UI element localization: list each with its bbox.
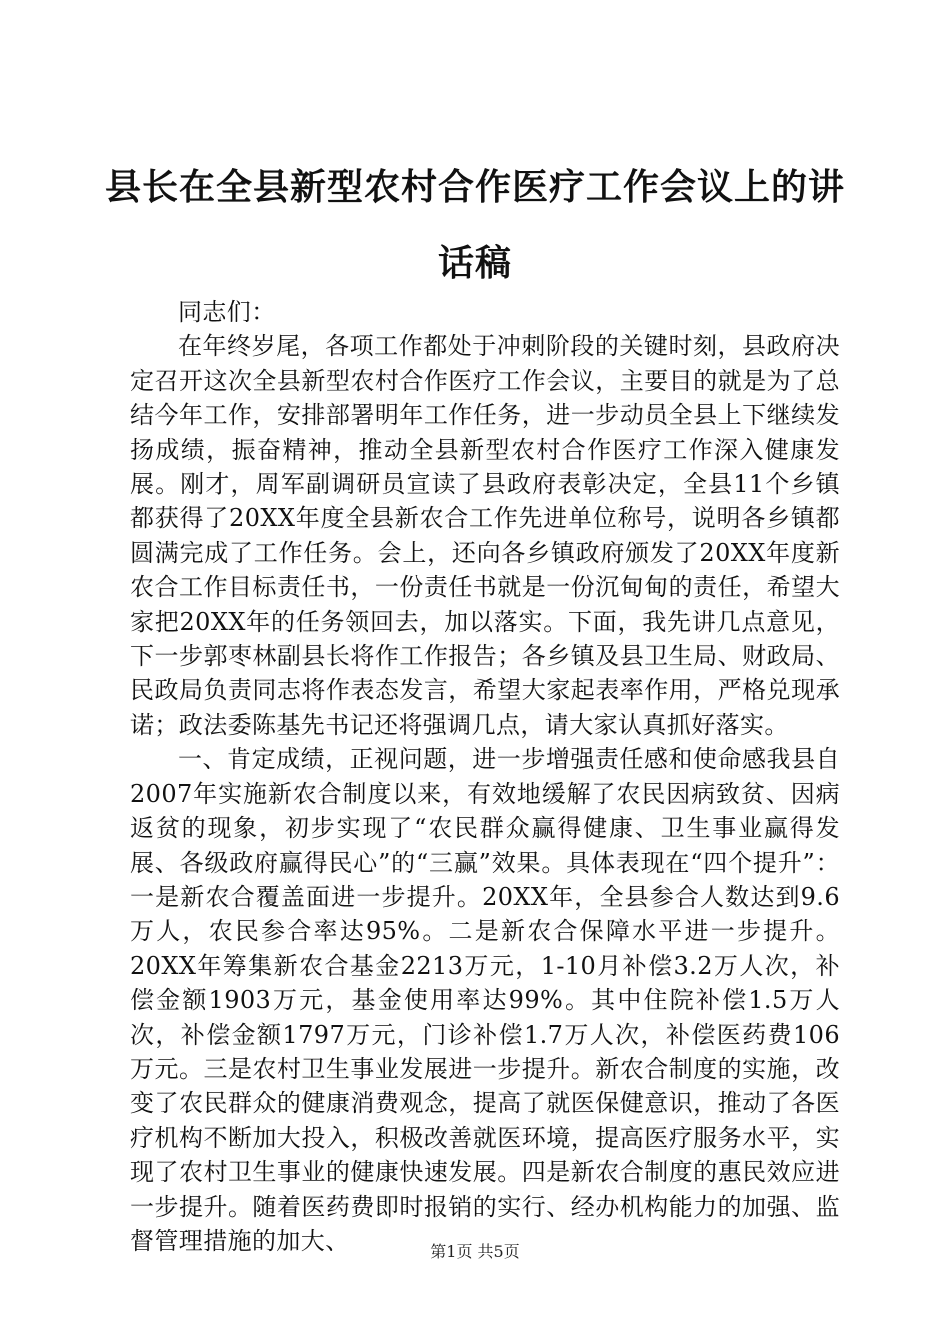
body-paragraph: 在年终岁尾，各项工作都处于冲刺阶段的关键时刻，县政府决定召开这次全县新型农村合作医疗工作会议，主要目的就是为了总结今年工作，安排部署明年工作任务，进一步动员全县上下继续发扬成绩，振奋精神，推动全县新型农村合作医疗工作深入健康发展。刚才，周军副调研员宣读了县政府表彰决定，全县11个乡镇都获得了20XX年度全县新农合工作先进单位称号，说明各乡镇都圆满完成了工作任务。会上，还向各乡镇政府颁发了20XX年度新农合工作目标责任书，一份责任书就是一份沉甸甸的责任，希望大家把20XX年的任务领回去，加以落实。下面，我先讲几点意见，下一步郭枣林副县长将作工作报告；各乡镇及县卫生局、财政局、民政局负责同志将作表态发言，希望大家起表率作用，严格兑现承诺；政法委陈基先书记还将强调几点，请大家认真抓好落实。 <box>130 332 840 739</box>
salutation-paragraph: 同志们： <box>178 298 276 326</box>
document-body <box>130 295 840 1258</box>
body-paragraph: 一、肯定成绩，正视问题，进一步增强责任感和使命感我县自2007年实施新农合制度以来，有效地缓解了农民因病致贫、因病返贫的现象，初步实现了“农民群众赢得健康、卫生事业赢得发展、各级政府赢得民心”的“三赢”效果。具体表现在“四个提升”：一是新农合覆盖面进一步提升。20XX年，全县参合人数达到9.6万人，农民参合率达95%。二是新农合保障水平进一步提升。20XX年筹集新农合基金2213万元，1-10月补偿3.2万人次，补偿金额1903万元，基金使用率达99%。其中住院补偿1.5万人次，补偿金额1797万元，门诊补偿1.7万人次，补偿医药费106万元。三是农村卫生事业发展进一步提升。新农合制度的实施，改变了农民群众的健康消费观念，提高了就医保健意识，推动了各医疗机构不断加大投入，积极改善就医环境，提高医疗服务水平，实现了农村卫生事业的健康快速发展。四是新农合制度的惠民效应进一步提升。随着医药费即时报销的实行、经办机构能力的加强、监督管理措施的加大、 <box>130 745 840 1255</box>
page-number-footer: 第1页 共5页 <box>430 1242 520 1261</box>
document-title: 县长在全县新型农村合作医疗工作会议上的讲话稿 <box>104 167 845 284</box>
